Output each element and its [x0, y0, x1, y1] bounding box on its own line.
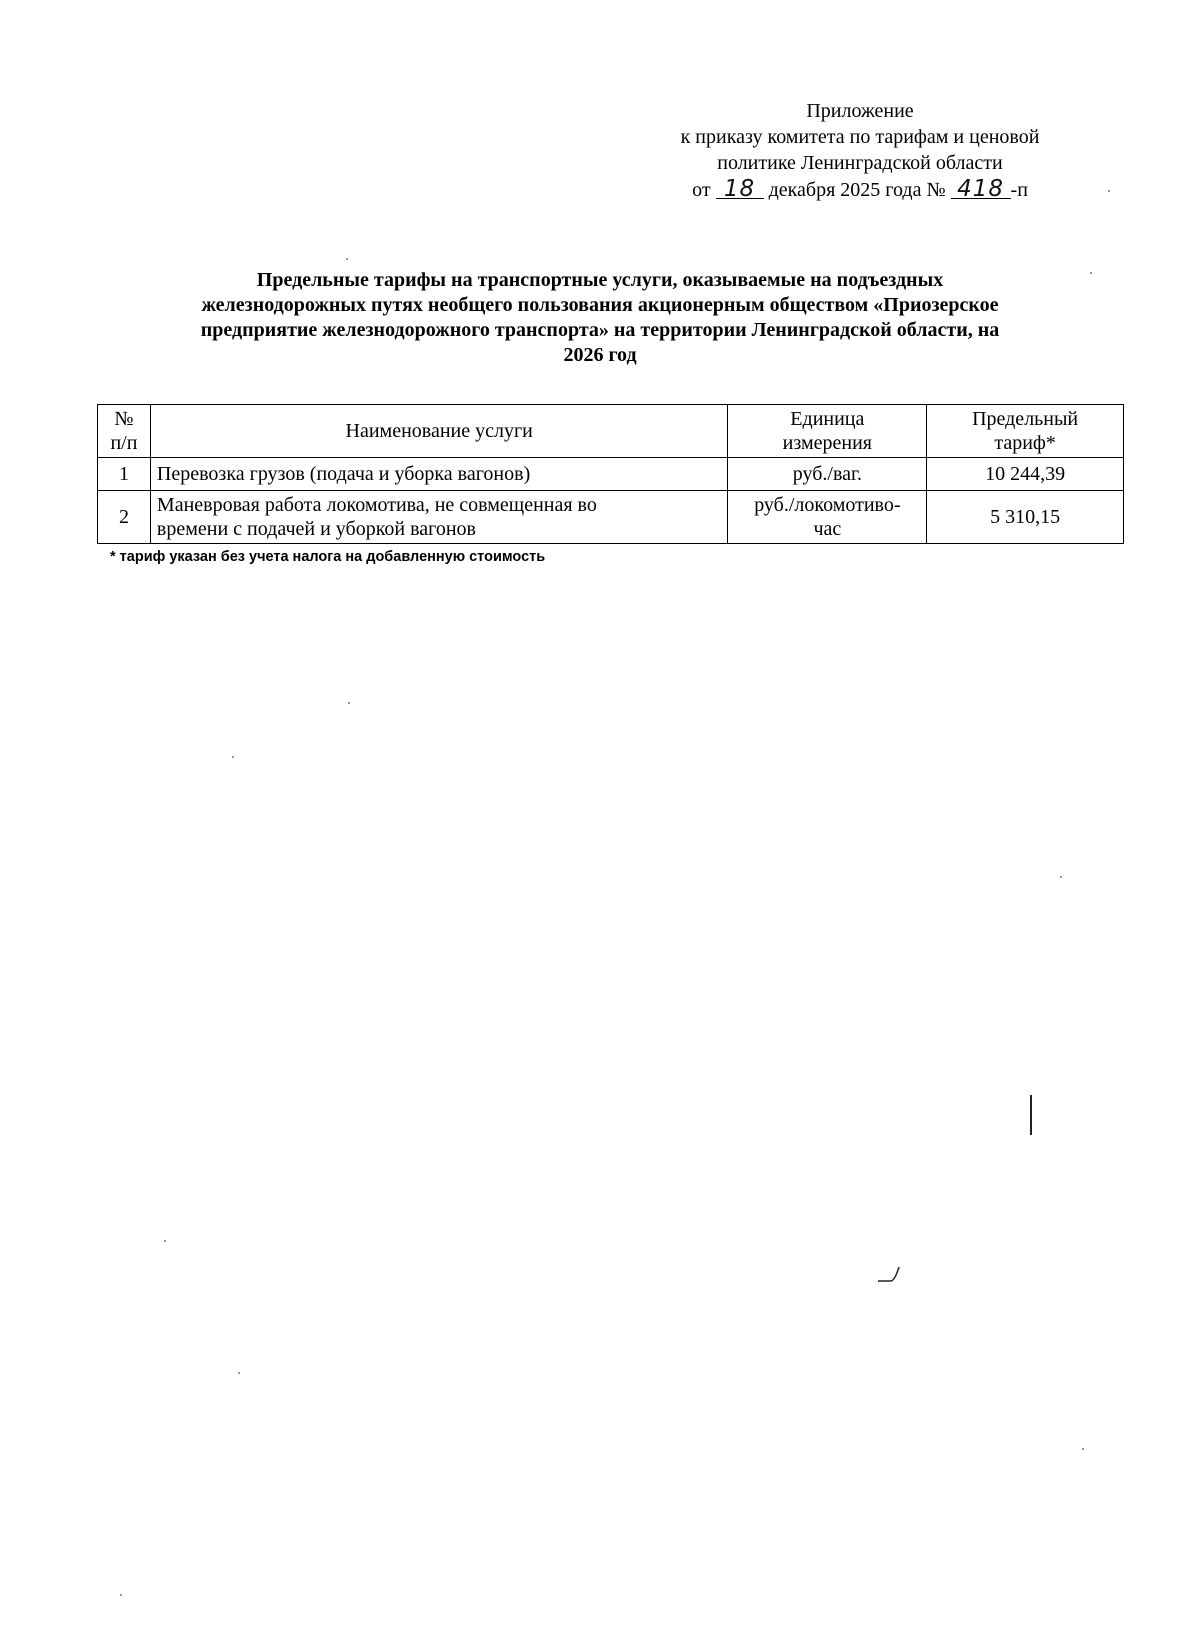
handwritten-day: 18	[716, 176, 764, 202]
header-no-line-2: п/п	[110, 432, 138, 454]
document-title-line-3: предприятие железнодорожного транспорта» на территории Ленинградской области, на	[200, 319, 1000, 341]
document-title	[110, 268, 1090, 368]
cell-tariff: 5 310,15	[927, 491, 1124, 544]
cell-no: 2	[98, 491, 151, 544]
cell-name-line-1: Маневровая работа локомотива, не совмещенная во	[156, 494, 597, 516]
table-row	[98, 491, 1124, 544]
header-tariff-line-1: Предельный	[972, 408, 1079, 430]
cell-unit	[728, 491, 927, 544]
date-prefix: от	[692, 179, 711, 201]
scan-speck	[1108, 190, 1110, 192]
table-header-row	[98, 405, 1124, 458]
appendix-line-1: к приказу комитета по тарифам и ценовой	[680, 126, 1040, 148]
header-name: Наименование услуги	[150, 405, 728, 458]
appendix-title: Приложение	[806, 100, 914, 122]
appendix-header	[600, 98, 1120, 203]
header-tariff	[927, 405, 1124, 458]
scan-speck	[346, 258, 348, 260]
tariff-table	[97, 404, 1124, 544]
appendix-line-2: политике Ленинградской области	[717, 152, 1003, 174]
cell-name	[150, 491, 728, 544]
cell-name: Перевозка грузов (подача и уборка вагонов)	[150, 458, 728, 491]
cell-name-line-2: времени с подачей и уборкой вагонов	[156, 518, 477, 540]
scan-pen-mark	[1030, 1095, 1032, 1135]
header-unit-line-1: Единица	[790, 408, 865, 430]
document-title-line-2: железнодорожных путях необщего пользования акционерным обществом «Приозерское	[201, 294, 999, 316]
document-title-line-4: 2026 год	[563, 344, 637, 366]
scan-speck	[1082, 1448, 1084, 1450]
cell-unit: руб./ваг.	[728, 458, 927, 491]
header-unit	[728, 405, 927, 458]
scan-speck	[164, 1240, 166, 1242]
scan-speck	[232, 756, 234, 758]
order-date-line	[600, 176, 1120, 203]
header-unit-line-2: измерения	[782, 432, 873, 454]
header-no	[98, 405, 151, 458]
cell-unit-line-1: руб./локомотиво-	[754, 494, 901, 516]
scan-speck	[1090, 272, 1092, 274]
scan-speck	[120, 1594, 122, 1596]
date-middle: декабря 2025 года №	[768, 179, 946, 201]
scan-speck	[348, 702, 350, 704]
scan-speck	[238, 1372, 240, 1374]
scan-speck	[1060, 876, 1062, 878]
document-title-line-1: Предельные тарифы на транспортные услуги, оказываемые на подъездных	[256, 269, 944, 291]
cell-no: 1	[98, 458, 151, 491]
handwritten-order-number: 418	[951, 176, 1011, 202]
table-row	[98, 458, 1124, 491]
footnote: * тариф указан без учета налога на добавленную стоимость	[110, 549, 546, 565]
cell-tariff: 10 244,39	[927, 458, 1124, 491]
cell-unit-line-2: час	[813, 518, 842, 540]
header-no-line-1: №	[114, 408, 134, 430]
header-tariff-line-2: тариф*	[994, 432, 1056, 454]
scan-pen-hook	[877, 1265, 901, 1283]
order-number-suffix: -п	[1010, 179, 1028, 201]
